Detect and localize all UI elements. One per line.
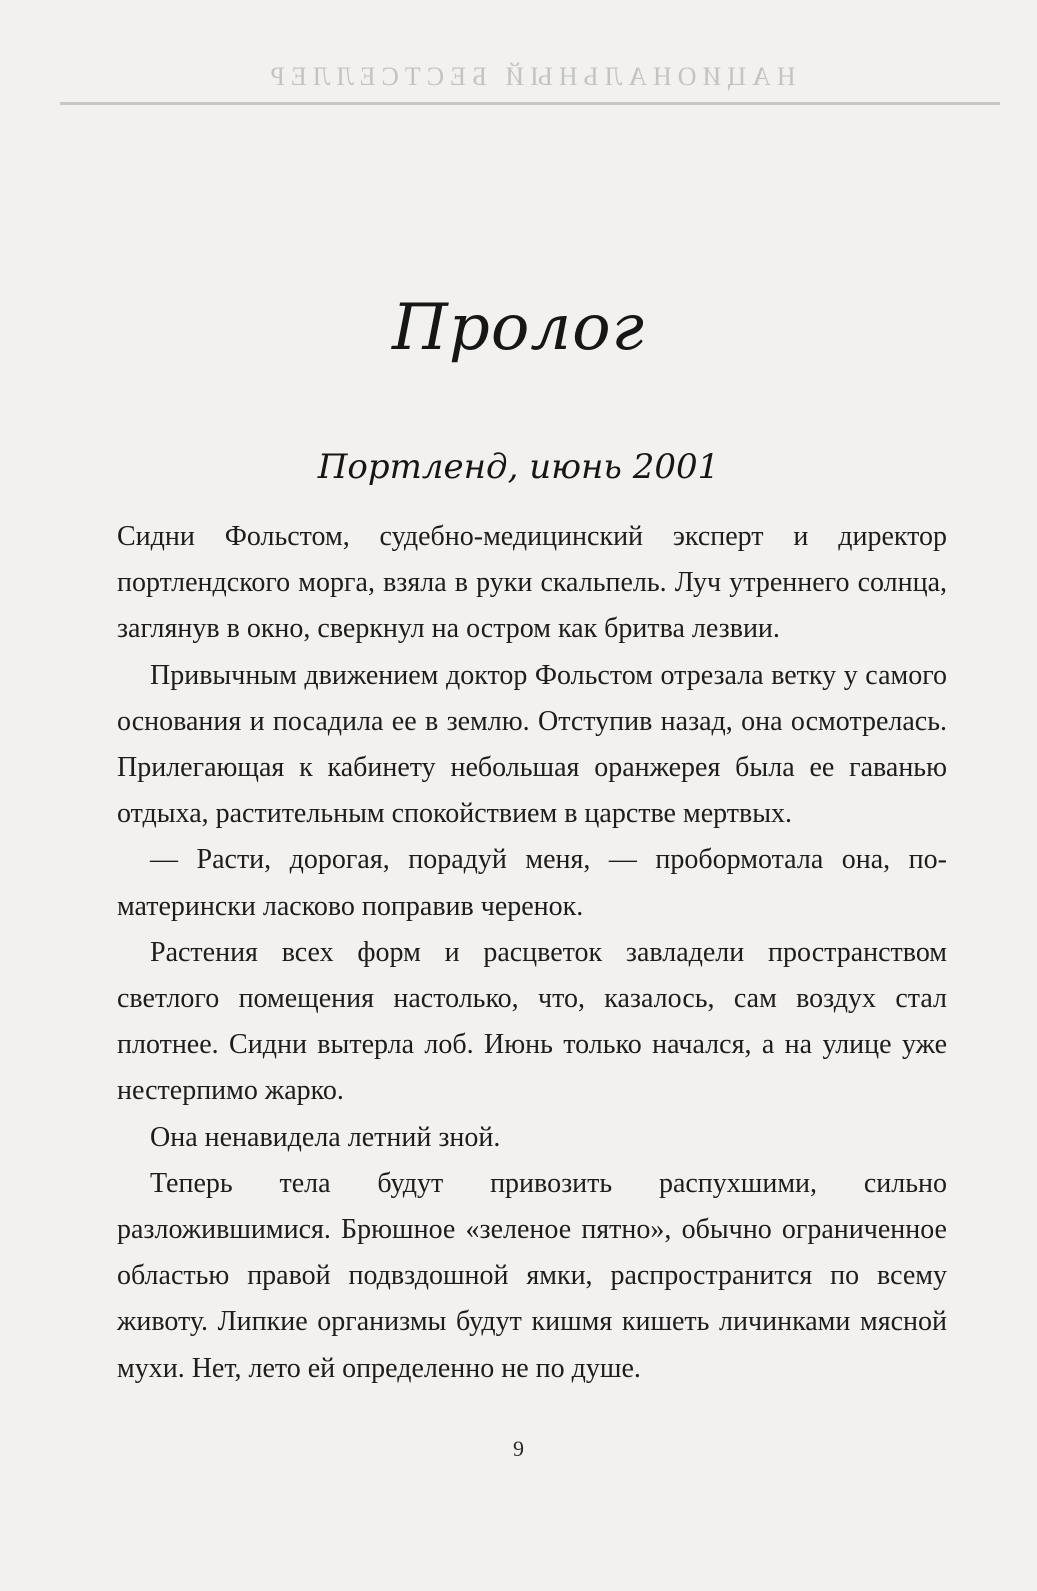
body-text bbox=[117, 514, 947, 1392]
show-through-header-text: НАЦИОНАЛЬНЫЙ БЕСТСЕЛЛЕР bbox=[264, 62, 796, 91]
paragraph: Она ненавидела летний зной. bbox=[150, 1121, 501, 1153]
paragraph: Растения всех форм и расцветок завладели пространством светлого помещения настолько, что, казалось, сам воздух стал плотнее. Сидни вытерла лоб. Июнь только начался, а на улице уже нестерпимо жарко. bbox=[117, 936, 947, 1107]
paragraph: Теперь тела будут привозить распухшими, сильно разложившимися. Брюшное «зеленое пятно», обычно ограниченное областью правой подвздошной ямки, распространится по всему животу. Липкие организмы будут кишмя кишеть личинками мясной мухи. Нет, лето ей определенно не по душе. bbox=[117, 1167, 947, 1384]
page-number: 9 bbox=[513, 1436, 524, 1461]
paragraph: Сидни Фольстом, судебно-медицинский эксперт и директор портлендского морга, взяла в руки скальпель. Луч утреннего солнца, заглянув в окно, сверкнул на остром как бритва лезвии. bbox=[117, 521, 947, 645]
show-through-header bbox=[60, 62, 1000, 105]
paragraph: — Расти, дорогая, порадуй меня, — пробормотала она, по-матерински ласково поправив черенок. bbox=[117, 844, 947, 922]
paragraph: Привычным движением доктор Фольстом отрезала ветку у самого основания и посадила ее в землю. Отступив назад, она осмотрелась. Прилегающая к кабинету небольшая оранжерея была ее гаванью отдыха, растительным спокойствием в царстве мертвых. bbox=[117, 659, 947, 830]
chapter-subtitle: Портленд, июнь 2001 bbox=[317, 447, 720, 487]
chapter-title: Пролог bbox=[392, 291, 645, 365]
